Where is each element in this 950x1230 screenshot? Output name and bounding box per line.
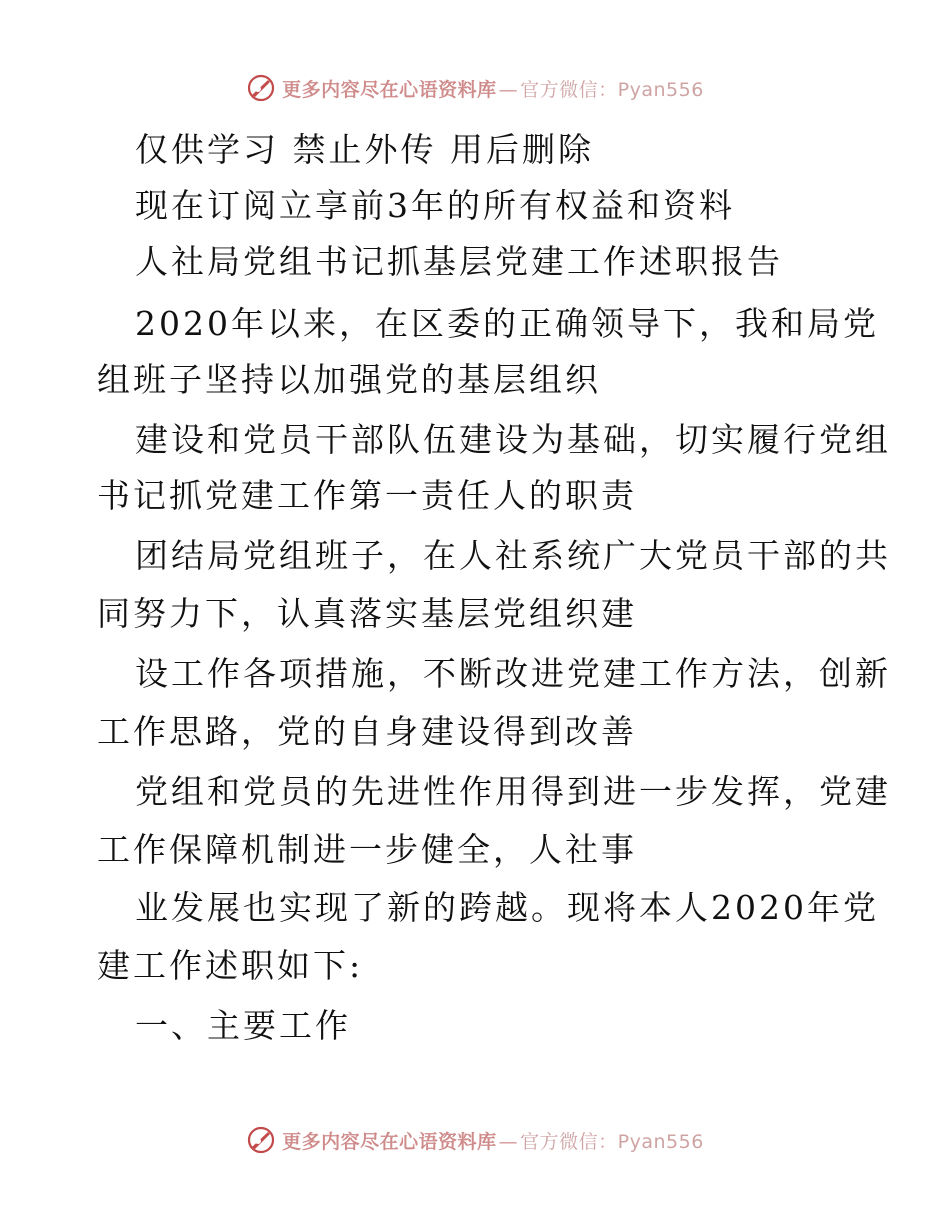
body-line: 现在订阅立享前3年的所有权益和资料 [135,186,735,225]
body-line: 工作思路，党的自身建设得到改善 [97,712,637,751]
quill-logo-icon [246,1125,276,1155]
watermark-contact: 官方微信：Pyan556 [520,1130,704,1153]
watermark-dash: — [498,1130,519,1153]
body-line: 党组和党员的先进性作用得到进一步发挥，党建 [135,772,891,811]
watermark-text [282,1127,704,1154]
body-line: 工作保障机制进一步健全，人社事 [97,830,637,869]
body-line: 组班子坚持以加强党的基层组织 [97,360,601,399]
body-line: 书记抓党建工作第一责任人的职责 [97,476,637,515]
watermark-main: 更多内容尽在心语资料库 [282,78,497,101]
body-line: 2020年以来，在区委的正确领导下，我和局党 [135,304,879,343]
body-line: 团结局党组班子，在人社系统广大党员干部的共 [135,536,891,575]
body-line: 建设和党员干部队伍建设为基础，切实履行党组 [135,420,891,459]
header-watermark [0,70,950,106]
section-heading: 一、主要工作 [135,1006,351,1045]
body-line: 业发展也实现了新的跨越。现将本人2020年党 [135,888,879,927]
watermark-contact: 官方微信：Pyan556 [520,78,704,101]
body-line: 建工作述职如下: [97,946,364,985]
footer-watermark [0,1122,950,1158]
watermark-text [282,75,704,102]
quill-logo-icon [246,73,276,103]
body-line: 仅供学习 禁止外传 用后删除 [135,130,594,169]
doc-title: 人社局党组书记抓基层党建工作述职报告 [135,242,783,281]
watermark-dash: — [498,78,519,101]
body-line: 设工作各项措施，不断改进党建工作方法，创新 [135,654,891,693]
watermark-main: 更多内容尽在心语资料库 [282,1130,497,1153]
body-line: 同努力下，认真落实基层党组织建 [97,594,637,633]
